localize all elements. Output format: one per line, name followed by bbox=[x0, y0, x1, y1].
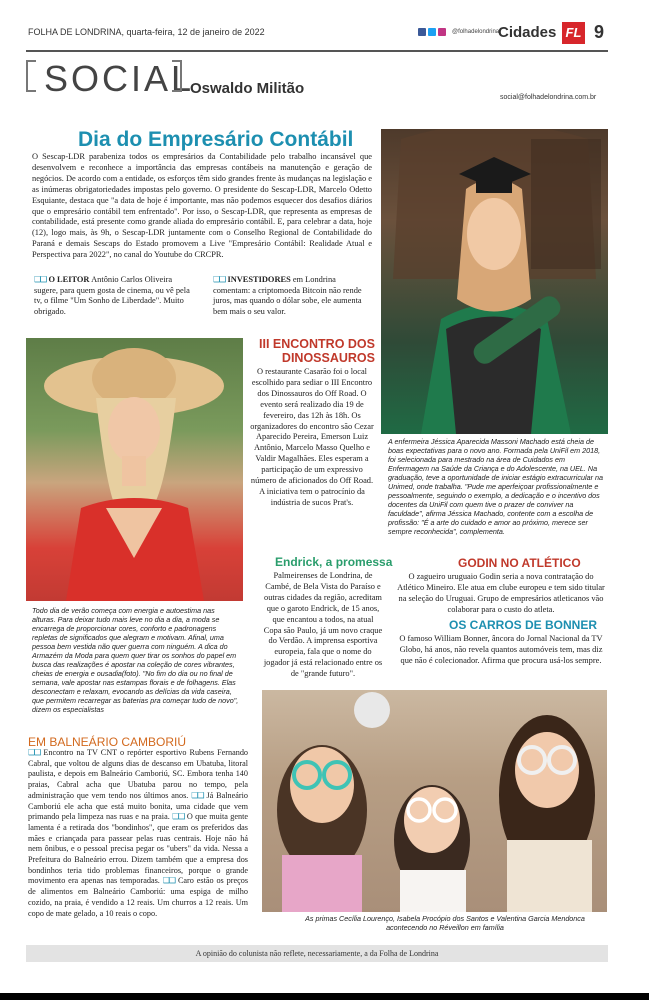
summer-fashion-photo bbox=[26, 338, 243, 601]
columnist-name: Oswaldo Militão bbox=[190, 80, 305, 97]
main-article-body: O Sescap-LDR parabeniza todos os empresários da Contabilidade pelo trabalho incansável que desenvolvem e reconhece a importância das empresas contábeis na manutenção e geração de negócios. De acordo com a entidade, os esforços têm sido grandes frente às mudanças na legislação e as inúmeras obrigatoriedades impostas pelo governo. O presidente do Sescap-LDR, Marcelo Odetto Esquiante, destaca que "a data de hoje é importante, mas não podemos esquecer dos desafios diários que o empresário contábil tem enfrentado". Por isso, o Sescap-LDR, que representa as empresas de contabilidade, está presente como grande aliada do empresário contábil. E, para celebrar a data, hoje (12), logo mais, às 9h, o Sescap-LDR juntamente com o Conselho Regional de Contabilidade do Paraná e demais Sescaps do Estado promovem a Live "Empresário Contábil: Realidade Atual e Perspectiva para 2022", no canal do Youtube do CRCPR. bbox=[32, 152, 372, 260]
graduate-photo bbox=[381, 129, 608, 434]
dinosaurs-title: III ENCONTRO DOS DINOSSAUROS bbox=[259, 337, 375, 365]
dinosaurs-body: O restaurante Casarão foi o local escolhido para sediar o III Encontro dos Dinossauros do Off Road. O evento será realizado dia 19 de fevereiro, das 12h às 18h. Os organizadores do encontro são Cezar Aparecido Pereira, Emerson Luiz Antônio, Marcelo Masso Quelho e Valdir Magalhães. Eles esperam a participação de um expressivo número de aficionados do Off Road. A iniciativa tem o patrocínio da indústria de sucos Prat's. bbox=[250, 367, 374, 507]
page-number: 9 bbox=[594, 22, 605, 42]
kids-photo bbox=[262, 690, 607, 912]
godin-body: O zagueiro uruguaio Godin seria a nova contratação do Atlético Mineiro. Ele atua em clube europeu e tem sido titular na seleção do Uruguai. Grupo de empresários atleticanos vão colaborar para o custo do atleta. bbox=[397, 572, 605, 614]
header-divider bbox=[26, 50, 608, 52]
balneario-paragraph: Já Balneário Camboriú ele acha que está muito bonita, uma cidade que vem primando pela limpeza nas ruas e na praia. bbox=[28, 790, 249, 822]
facebook-icon bbox=[418, 28, 426, 36]
godin-title: GODIN NO ATLÉTICO bbox=[458, 556, 581, 570]
note-investidores bbox=[213, 275, 373, 317]
bullet-icon: ❑❑ bbox=[213, 275, 226, 284]
kids-caption: As primas Cecília Lourenço, Isabela Procópio dos Santos e Valentina Garcia Mendonca acontecendo no Réveillon em família bbox=[305, 914, 585, 932]
bullet-icon: ❑❑ bbox=[34, 275, 47, 284]
kids-illustration bbox=[262, 690, 607, 912]
twitter-icon bbox=[428, 28, 436, 36]
summer-caption: Todo dia de verão começa com energia e autoestima nas alturas. Para deixar tudo mais leve no dia a dia, a moda se encarrega de proporcionar cores, conforto e padronagens repletas de significados que alegram e motivam. Afinal, uma pessoa bem vestida não quer guerra com ninguém. A dica do Armazém da Moda para quem quer tirar os sonhos do papel em busca das realizações é apostar na coleção de cores vibrantes, cheias de energia e ousadia(foto). "No fim do dia ou no final de semana, vale apostar nas estampas florais e de folhagens. Elas desconectam e relaxam, evocando as delícias da vida caseira, que permitem recarregar as baterias pra começar tudo de novo", dizem os especialistas bbox=[32, 606, 239, 714]
bonner-title: OS CARROS DE BONNER bbox=[449, 618, 598, 632]
note-leitor bbox=[34, 275, 194, 317]
title-bracket-left bbox=[26, 60, 36, 92]
balneario-body bbox=[28, 748, 248, 919]
endrick-title: Endrick, a promessa bbox=[275, 555, 393, 569]
social-handle: @folhadelondrina bbox=[452, 29, 500, 35]
column-title: SOCIAL bbox=[44, 58, 195, 99]
balneario-title: EM BALNEÁRIO CAMBORIÚ bbox=[28, 735, 187, 749]
bullet-icon: ❑❑ bbox=[162, 876, 176, 886]
instagram-icon bbox=[438, 28, 446, 36]
balneario-paragraph: O que muita gente lamenta é a retirada dos "bondinhos", que eram os preferidos das mães e criançada para passear pelas ruas centrais. Hoje não há nem ônibus, e o pessoal precisa pegar os "ubers" da vida. Nessa a Prefeitura do Balneário errou. Dizem também que a empresa dos bondinhos teria tido problemas financeiros, porque o grande movimento era apenas nas temporadas. bbox=[28, 812, 248, 886]
bullet-icon: ❑❑ bbox=[28, 748, 41, 757]
summer-illustration bbox=[26, 338, 243, 601]
folha-logo: FL bbox=[562, 22, 585, 44]
endrick-body: Palmeirenses de Londrina, de Cambé, de Bela Vista do Paraíso e outras cidades da região, acreditam que o garoto Endrick, de 15 anos, que encantou a todos, na atual Copa são Paulo, já um novo craque do Verdão. A imprensa esportiva europeia, fala que o nome do jogador já está relacionado entre os de "grande futuro". bbox=[263, 571, 383, 679]
bullet-icon: ❑❑ bbox=[172, 812, 185, 822]
main-article-title: Dia do Empresário Contábil bbox=[78, 128, 354, 151]
disclaimer-footer: A opinião do colunista não reflete, necessariamente, a da Folha de Londrina bbox=[26, 945, 608, 962]
bottom-border bbox=[0, 993, 649, 1000]
note-leitor-text: Antônio Carlos Oliveira sugere, para quem gosta de cinema, ou vê pela tv, o filme "Um Sonho de Liberdade". Muito obrigado. bbox=[34, 275, 190, 316]
balneario-paragraph: Encontro na TV CNT o repórter esportivo Rubens Fernando Cabral, que voltou de alguns dias de descanso em Ubatuba, litoral paulista, e depois em Balneário Camboriú, SC. Embora tenha 140 praias, Cabral acha que Ubatuba parou no tempo, pela administração que vem tendo nos últimos anos. bbox=[28, 748, 249, 800]
columnist-email: social@folhadelondrina.com.br bbox=[500, 94, 597, 101]
social-icons bbox=[418, 28, 446, 36]
balneario-paragraph: Caro estão os preços de alimentos em Balneário Camboriú: uma espiga de milho cozido, na praia, é vendido a 12 reais. Um churros a 12 reais. Um copo de mate gelado, a 10 reais o copo. bbox=[28, 876, 249, 918]
title-bracket-right bbox=[172, 60, 182, 92]
newspaper-dateline: FOLHA DE LONDRINA, quarta-feira, 12 de janeiro de 2022 bbox=[28, 27, 265, 37]
note-investidores-lead: INVESTIDORES bbox=[227, 275, 291, 284]
section-name: Cidades bbox=[498, 24, 557, 41]
note-investidores-text: em Londrina comentam: a criptomoeda Bitcoin não rende juros, mas quando o dólar sobe, ele aumenta bem mais o seu valor. bbox=[213, 275, 362, 316]
note-leitor-lead: O LEITOR bbox=[48, 275, 90, 284]
bullet-icon: ❑❑ bbox=[191, 790, 204, 800]
graduate-caption: A enfermeira Jéssica Aparecida Massoni Machado está cheia de boas expectativas para o novo ano. Formada pela UniFil em 2018, foi selecionada para mestrado na área de Cuidados em Enfermagem na Saúde da Criança e do Adolescente, na UEL. Na graduação, teve a oportunidade de iniciar estágio extracurricular na Unimed, onde trabalha. "Pude me aperfeiçoar profissionalmente e pessoalmente, seguindo o exemplo, a dedicação e o incentivo dos docentes da UniFil com quem tive o prazer de conviver na faculdade", afirma Jéssica Machado, contente com a escolha de profissão: "É a arte do cuidado e amor ao próximo, merece ser sempre reconhecida", complementa. bbox=[388, 437, 603, 536]
graduate-illustration bbox=[381, 129, 608, 434]
bonner-body: O famoso William Bonner, âncora do Jornal Nacional da TV Globo, há anos, não revela quantos automóveis tem, mas diz que não é colecionador. Afirma que procura usá-los sempre. bbox=[399, 634, 603, 665]
